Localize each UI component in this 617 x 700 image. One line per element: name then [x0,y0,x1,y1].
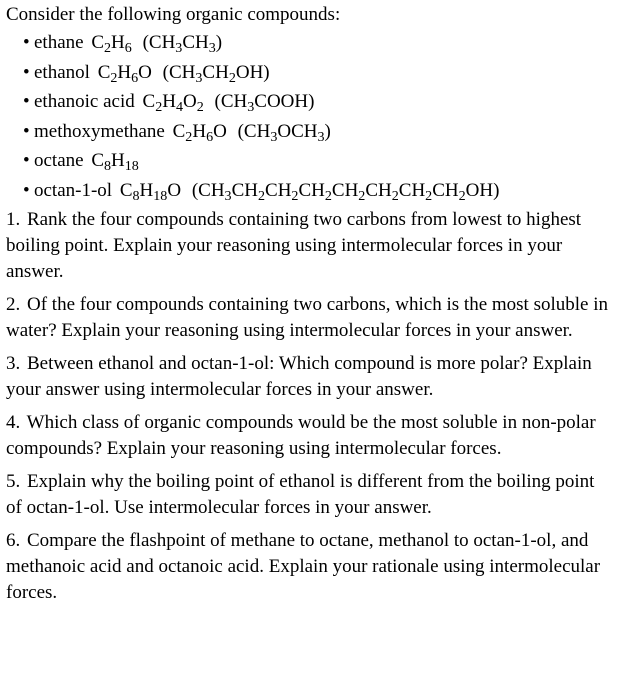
bullet-icon: • [23,150,30,171]
question-number: 4. [6,412,21,433]
bullet-icon: • [23,91,30,112]
molecular-formula: $C_2H_6O$ [97,61,152,86]
bullet-icon: • [23,32,30,53]
question-item [6,410,617,462]
condensed-structure: $(CH_3CH_3)$ [142,32,223,57]
question-text: Compare the flashpoint of methane to octane, methanol to octan-1-ol, and methanoic acid and octanoic acid. Explain your rationale using intermolecular forces. [6,530,601,603]
question-text: Explain why the boiling point of ethanol is different from the boiling point of octan-1-ol. Use intermolecular forces in your answer. [6,471,595,518]
question-number: 2. [6,294,21,315]
molecular-formula: $C_8H_{18}$ [91,150,139,175]
bullet-icon: • [23,120,30,142]
intro-text: Consider the following organic compounds: [6,4,341,25]
question-text: Of the four compounds containing two carbons, which is the most soluble in water? Explain your reasoning using intermolecular forces in your answer. [6,294,608,341]
compound-list [6,28,617,205]
molecular-formula: $C_2H_4O_2$ [142,91,204,116]
question-text: Between ethanol and octan-1-ol: Which compound is more polar? Explain your answer using intermolecular forces in your answer. [6,353,592,400]
compound-name: octan-1-ol [34,179,113,201]
question-number: 6. [6,530,21,551]
question-list [6,207,617,606]
compound-name: methoxymethane [34,120,165,142]
question-number: 5. [6,471,21,492]
molecular-formula: $C_2H_6$ [91,32,132,57]
condensed-structure: $(CH_3CH_2OH)$ [162,61,270,86]
compound-name: octane [34,150,84,171]
compound-item [23,176,617,206]
compound-item [23,117,617,147]
molecular-formula: $C_8H_{18}O$ [119,179,182,204]
compound-name: ethane [34,32,84,53]
compound-item [23,58,617,88]
bullet-icon: • [23,61,30,83]
compound-item [23,87,617,117]
molecular-formula: $C_2H_6O$ [172,120,227,145]
question-text: Rank the four compounds containing two carbons from lowest to highest boiling point. Explain your reasoning using intermolecular forces in your answer. [6,209,582,282]
condensed-structure: $(CH_3CH_2CH_2CH_2CH_2CH_2CH_2CH_2OH)$ [191,179,500,204]
question-number: 3. [6,353,21,374]
question-item [6,292,617,344]
question-number: 1. [6,209,21,230]
question-item [6,207,617,285]
question-item [6,528,617,606]
question-item [6,469,617,521]
question-item [6,351,617,403]
compound-item [23,146,617,176]
condensed-structure: $(CH_3COOH)$ [214,91,315,116]
condensed-structure: $(CH_3OCH_3)$ [237,120,331,145]
compound-name: ethanol [34,61,90,83]
compound-item [23,28,617,58]
bullet-icon: • [23,179,30,201]
compound-name: ethanoic acid [34,91,135,112]
question-text: Which class of organic compounds would be the most soluble in non-polar compounds? Explain your reasoning using intermolecular forces. [6,412,596,459]
